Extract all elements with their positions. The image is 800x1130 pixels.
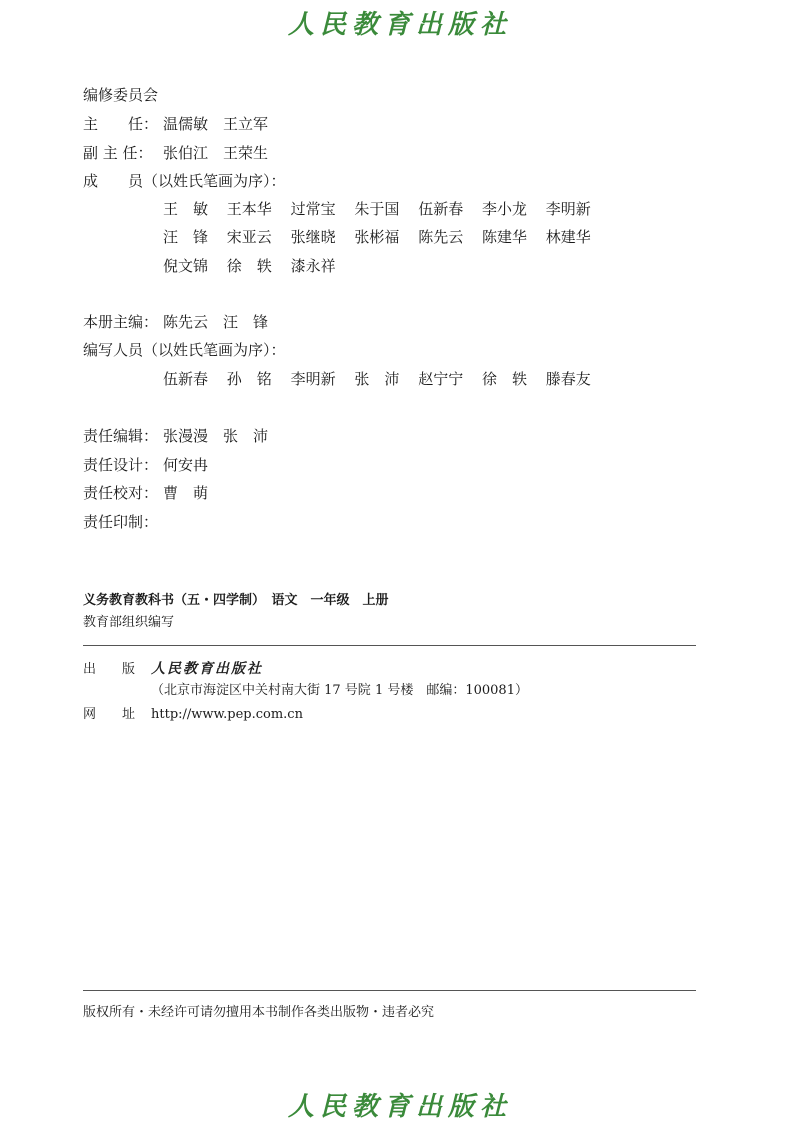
committee-title: 编修委员会 (83, 86, 159, 104)
writer-name: 滕春友 (545, 370, 591, 388)
responsible-editor-label: 责任编辑： (83, 427, 159, 445)
responsible-design-label: 责任设计： (83, 456, 159, 474)
copyright-notice: 版权所有・未经许可请勿擅用本书制作各类出版物・违者必究 (83, 1005, 435, 1020)
divider-bottom (83, 990, 696, 991)
responsible-proof-names: 曹 萌 (163, 484, 209, 502)
publisher-logo-footer: 人民教育出版社 (287, 1092, 512, 1122)
responsible-print-label: 责任印制： (83, 513, 159, 531)
publisher-label: 出 版 (83, 662, 136, 677)
writer-name: 张 沛 (354, 370, 400, 388)
member-name: 王本华 (226, 200, 272, 218)
members-row-1 (163, 198, 610, 220)
member-name: 张继晓 (290, 228, 336, 246)
member-name: 宋亚云 (226, 228, 272, 246)
member-name: 朱于国 (354, 200, 400, 218)
chief-editor-row (83, 311, 268, 333)
responsible-editor-names: 张漫漫 张 沛 (163, 427, 269, 445)
publisher-address: （北京市海淀区中关村南大街 17 号院 1 号楼 邮编：100081） (151, 683, 528, 698)
website-link[interactable]: http://www.pep.com.cn (151, 707, 303, 722)
member-name: 伍新春 (418, 200, 464, 218)
responsible-proof-label: 责任校对： (83, 484, 159, 502)
writer-name: 伍新春 (163, 370, 209, 388)
publisher-logo-header: 人民教育出版社 (287, 10, 512, 40)
member-name: 陈建华 (481, 228, 527, 246)
responsible-editor-row (83, 425, 268, 447)
member-name: 过常宝 (290, 200, 336, 218)
website-row (83, 704, 303, 726)
member-name: 陈先云 (418, 228, 464, 246)
responsible-design-names: 何安冉 (163, 456, 209, 474)
writer-name: 赵宁宁 (418, 370, 464, 388)
member-name: 林建华 (545, 228, 591, 246)
book-compiled-by: 教育部组织编写 (83, 615, 175, 630)
writers-row (163, 368, 610, 390)
responsible-print-row (83, 511, 163, 533)
writer-name: 李明新 (290, 370, 336, 388)
website-label: 网 址 (83, 707, 136, 722)
members-label: 成 员（以姓氏笔画为序）： (83, 172, 286, 190)
publisher-name: 人民教育出版社 (151, 661, 263, 677)
writer-name: 徐 轶 (481, 370, 527, 388)
members-row-2 (163, 226, 610, 248)
chief-editor-names: 陈先云 汪 锋 (163, 313, 269, 331)
responsible-design-row (83, 454, 208, 476)
writers-label: 编写人员（以姓氏笔画为序）： (83, 341, 286, 359)
member-name: 漆永祥 (290, 257, 336, 275)
director-label: 主 任： (83, 115, 159, 133)
director-row (83, 113, 268, 135)
deputy-label: 副 主 任： (83, 144, 153, 162)
writer-name: 孙 铭 (226, 370, 272, 388)
member-name: 徐 轶 (226, 257, 272, 275)
book-title: 义务教育教科书（五・四学制） 语文 一年级 上册 (83, 593, 389, 608)
responsible-proof-row (83, 482, 208, 504)
divider-top (83, 645, 696, 646)
member-name: 汪 锋 (163, 228, 209, 246)
member-name: 张彬福 (354, 228, 400, 246)
member-name: 李小龙 (481, 200, 527, 218)
publisher-row (83, 658, 263, 681)
member-name: 王 敏 (163, 200, 209, 218)
deputy-names: 张伯江 王荣生 (163, 144, 269, 162)
deputy-row (83, 142, 268, 164)
chief-editor-label: 本册主编： (83, 313, 159, 331)
member-name: 倪文锦 (163, 257, 209, 275)
director-names: 温儒敏 王立军 (163, 115, 269, 133)
member-name: 李明新 (545, 200, 591, 218)
members-row-3 (163, 255, 354, 277)
